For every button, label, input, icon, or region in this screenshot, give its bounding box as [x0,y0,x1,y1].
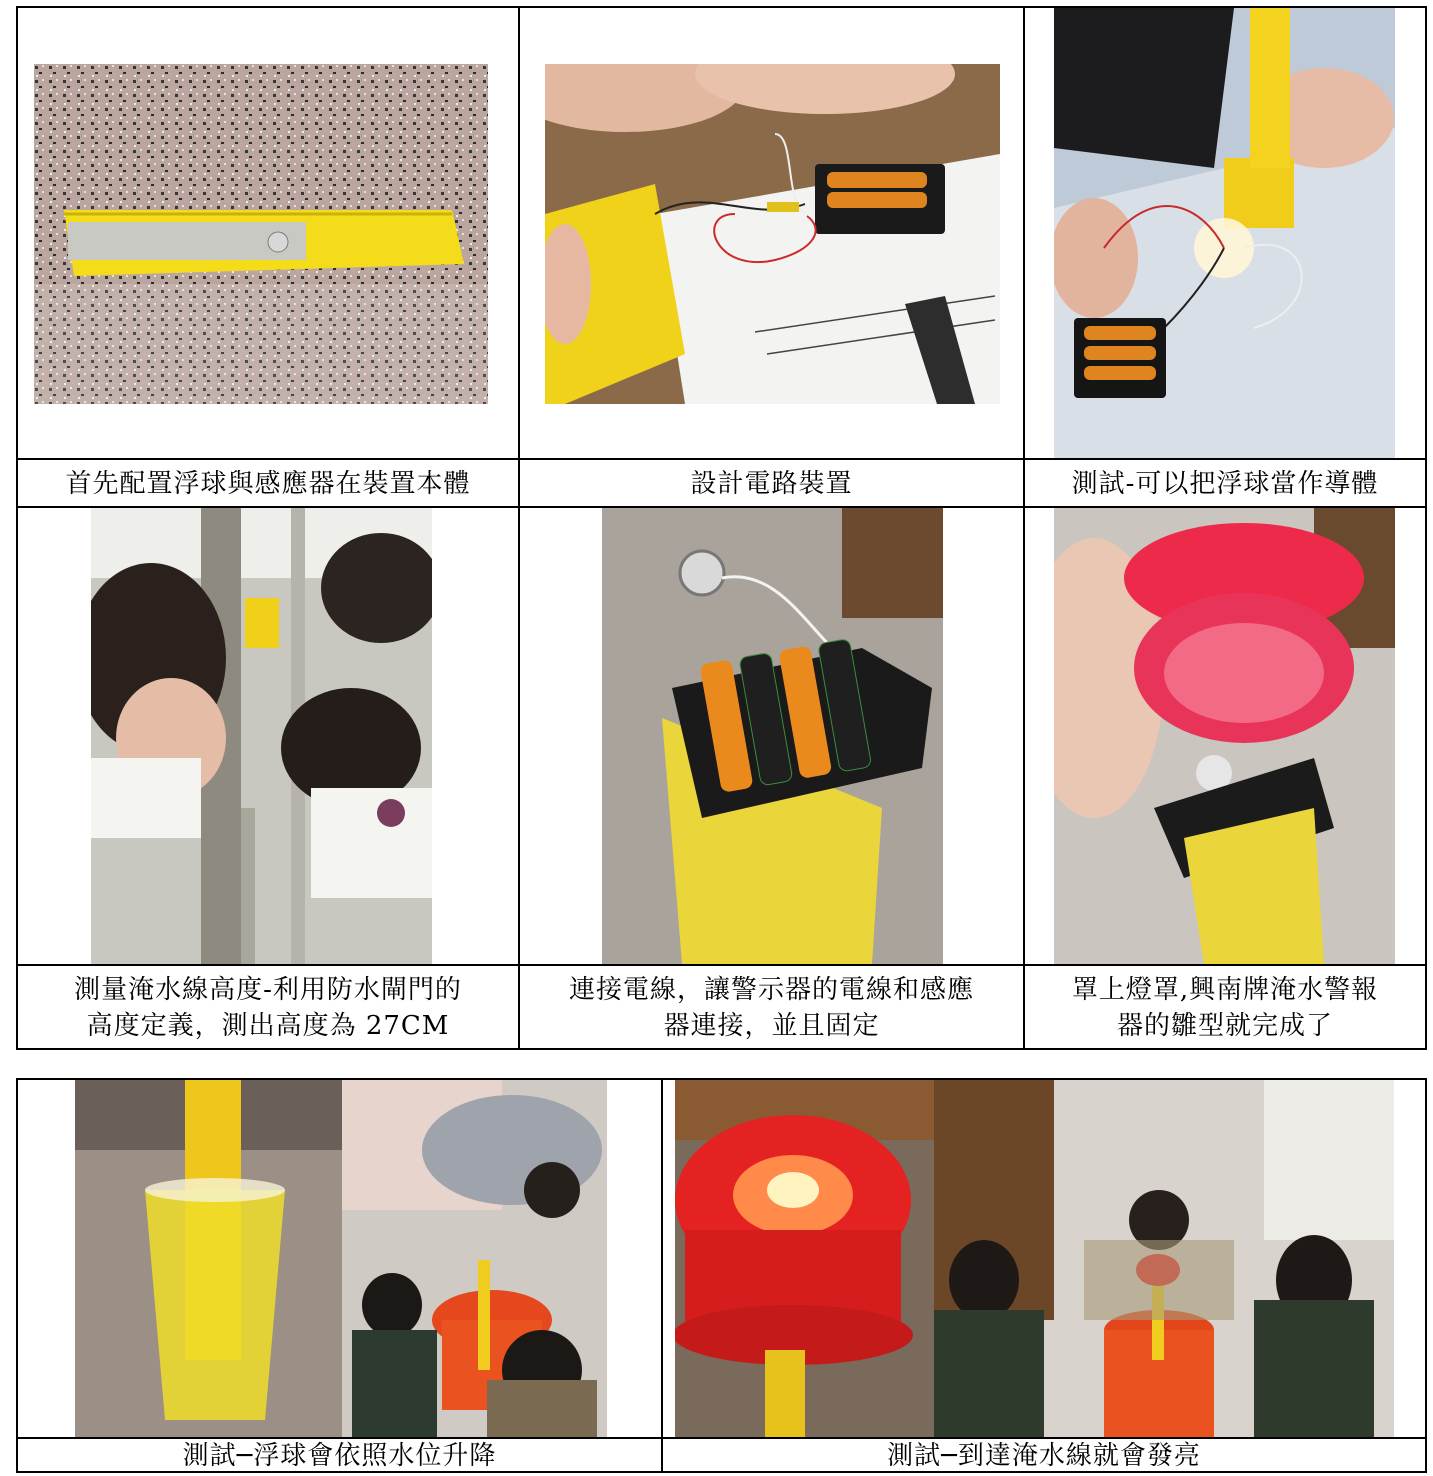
photo-cell-float-sensor [17,7,519,459]
caption-light-on: 測試─到達淹水線就會發亮 [662,1438,1426,1472]
photo-table-bottom [16,1078,1427,1473]
photo-cell-water-level [17,1079,662,1438]
caption-water-level: 測試─浮球會依照水位升降 [17,1438,662,1472]
caption-test-conductor: 測試-可以把浮球當作導體 [1024,459,1426,507]
photo-test-conductor [1054,8,1395,458]
photo-cell-measure [17,507,519,965]
photo-cell-test-conductor [1024,7,1426,459]
caption-prototype-complete: 罩上燈罩,興南牌淹水警報 器的雛型就完成了 [1024,965,1426,1049]
caption-measure-flood-line: 測量淹水線高度-利用防水閘門的 高度定義，測出高度為 27CM [17,965,519,1049]
photo-cell-light-on [662,1079,1426,1438]
photo-cell-circuit [519,7,1024,459]
photo-prototype-complete [1054,508,1395,964]
photo-float-cup [75,1080,343,1437]
photo-bucket-test [342,1080,607,1437]
photo-table-top [16,6,1427,1050]
photo-circuit-design [545,64,1000,404]
photo-measure-flood-line [91,508,432,964]
photo-beacon-lit [675,1080,935,1437]
photo-cell-prototype [1024,507,1426,965]
photo-wiring [602,508,943,964]
photo-float-sensor [34,64,488,404]
photo-cell-wiring [519,507,1024,965]
caption-wiring: 連接電線，讓警示器的電線和感應 器連接，並且固定 [519,965,1024,1049]
photo-group-test [934,1080,1394,1437]
caption-float-sensor: 首先配置浮球與感應器在裝置本體 [17,459,519,507]
caption-circuit-design: 設計電路裝置 [519,459,1024,507]
